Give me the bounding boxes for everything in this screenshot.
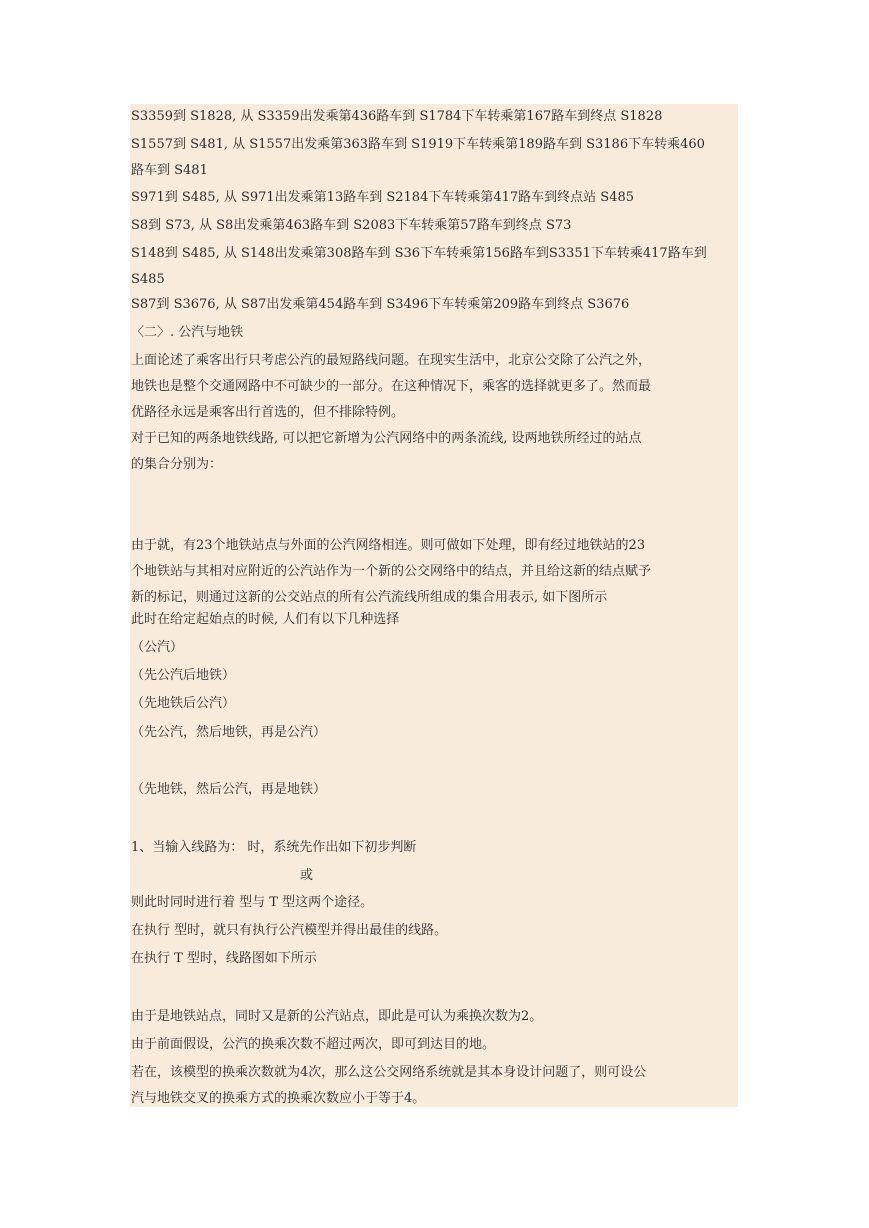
transfer-count-paragraph: 由于是地铁站点，同时又是新的公汽站点，即此是可认为乘换次数为2。: [131, 1009, 543, 1024]
choice-bus-subway-bus: （先公汽，然后地铁，再是公汽）: [131, 725, 327, 740]
assumption-paragraph: 由于前面假设，公汽的换乘次数不超过两次，即可到达目的地。: [131, 1037, 496, 1052]
choice-bus: （公汽）: [131, 640, 184, 655]
route-3: S971到 S485, 从 S971出发乘第13路车到 S2184下车转乘第417路车到终点站 S485: [131, 190, 635, 205]
route-6: S87到 S3676, 从 S87出发乘第454路车到 S3496下车转乘第209路车到终点 S3676: [131, 297, 630, 312]
input-line-paragraph: 1、当输入线路为： 时，系统先作出如下初步判断: [131, 840, 417, 855]
route-1: S3359到 S1828, 从 S3359出发乘第436路车到 S1784下车转乘第167路车到终点 S1828: [131, 109, 663, 124]
choice-bus-then-subway: （先公汽后地铁）: [131, 668, 236, 683]
route-2: S1557到 S481, 从 S1557出发乘第363路车到 S1919下车转乘第189路车到 S3186下车转乘460 路车到 S481: [131, 137, 705, 178]
choice-subway-bus-subway: （先地铁，然后公汽，再是地铁）: [131, 782, 327, 797]
intro-paragraph: 上面论述了乘客出行只考虑公汽的最短路线问题。在现实生活中，北京公交除了公汽之外， 地铁也是整个交通网路中不可缺少的一部分。在这种情况下，乘客的选择就更多了。然而最 优路径永远是乘客出行首选的，但不排除特例。: [131, 353, 652, 420]
exec-bus-paragraph: 在执行 型时，就只有执行公汽模型并得出最佳的线路。: [131, 923, 448, 938]
route-4: S8到 S73, 从 S8出发乘第463路车到 S2083下车转乘第57路车到终点 S73: [131, 218, 572, 233]
document-body: [130, 104, 738, 1107]
exec-t-paragraph: 在执行 T 型时，线路图如下所示: [131, 951, 317, 966]
stations-paragraph: 由于就，有23个地铁站点与外面的公汽网络相连。则可做如下处理，即有经过地铁站的23 个地铁站与其相对应附近的公汽站作为一个新的公交网络中的结点，并且给这新的结点赋予 新的标记，则通过这新的公交站点的所有公汽流线所组成的集合用表示, 如下图所示: [131, 538, 652, 605]
choice-subway-then-bus: （先地铁后公汽）: [131, 696, 236, 711]
conclusion-paragraph: 若在，该模型的换乘次数就为4次，那么这公交网络系统就是其本身设计问题了，则可设公 汽与地铁交叉的换乘方式的换乘次数应小于等于4。: [131, 1065, 647, 1106]
parallel-paragraph: 则此时同时进行着 型与 T 型这两个途径。: [131, 895, 374, 910]
or-label: 或: [300, 868, 314, 883]
subway-sets-paragraph: 对于已知的两条地铁线路, 可以把它新增为公汽网络中的两条流线, 设两地铁所经过的站点 的集合分别为：: [131, 431, 642, 472]
choices-intro: 此时在给定起始点的时候, 人们有以下几种选择: [131, 612, 400, 627]
route-5: S148到 S485, 从 S148出发乘第308路车到 S36下车转乘第156路车到S3351下车转乘417路车到 S485: [131, 246, 707, 287]
section-title: 〈二〉. 公汽与地铁: [131, 325, 244, 340]
